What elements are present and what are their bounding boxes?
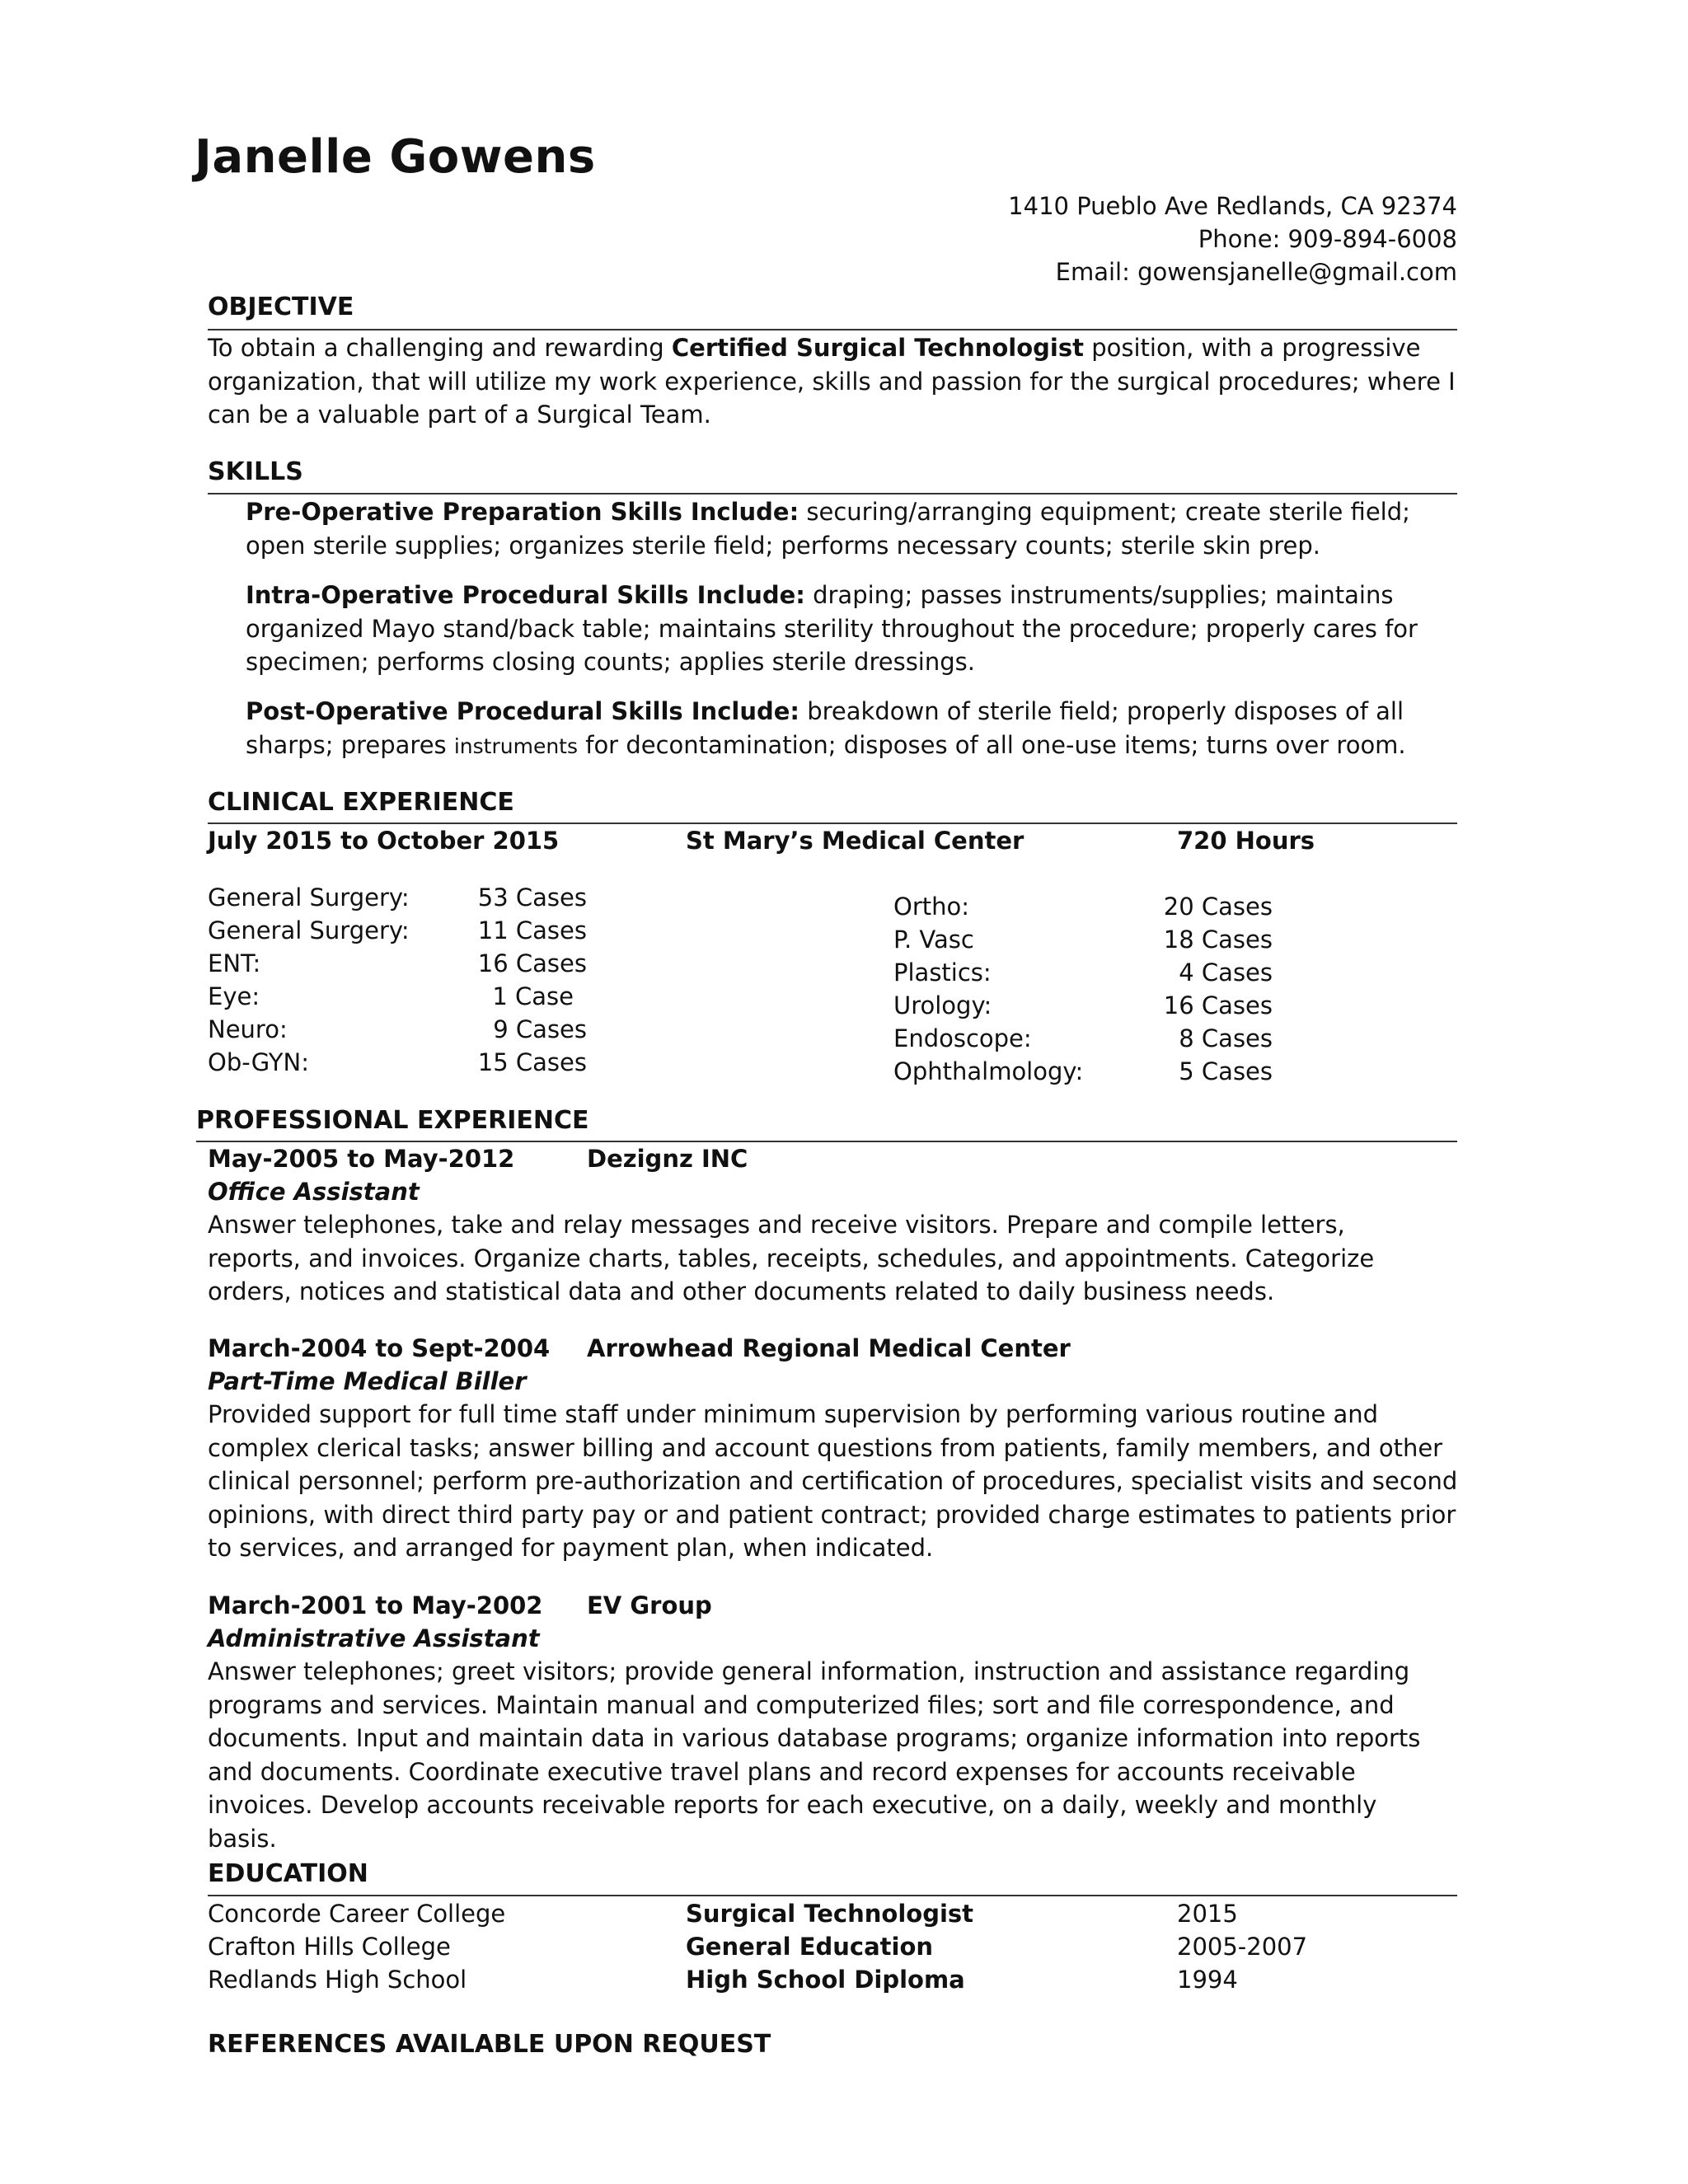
job-dates: May-2005 to May-2012 <box>208 1145 515 1173</box>
education-year: 2005-2007 <box>1177 1933 1308 1961</box>
case-area: Eye: <box>208 982 260 1010</box>
case-area: General Surgery: <box>208 916 410 944</box>
education-year: 1994 <box>1177 1966 1238 1994</box>
job-company: EV Group <box>587 1591 712 1619</box>
case-count: 20 Cases <box>1163 893 1273 921</box>
case-count: 16 Cases <box>477 949 587 977</box>
case-area: Plastics: <box>893 958 992 987</box>
case-count: 11 Cases <box>477 916 587 944</box>
case-area: Ortho: <box>893 893 970 921</box>
objective-text: To obtain a challenging and rewarding Certified Surgical Technologist position, with a progressive organization, that will utilize my work experience, skills and passion for the surgical procedures; where I can be a valuable part of a Surgical Team. <box>208 334 1456 429</box>
clinical-heading: CLINICAL EXPERIENCE <box>208 788 514 817</box>
case-area: Endoscope: <box>893 1024 1032 1052</box>
objective-rule <box>208 329 1457 330</box>
references-line: REFERENCES AVAILABLE UPON REQUEST <box>208 2030 771 2059</box>
clinical-facility: St Mary’s Medical Center <box>686 827 1025 855</box>
case-area: Ob-GYN: <box>208 1048 309 1076</box>
clinical-hours: 720 Hours <box>1177 827 1315 855</box>
job-dates: March-2001 to May-2002 <box>208 1591 543 1619</box>
case-count: 8 Cases <box>1179 1024 1273 1052</box>
case-area: ENT: <box>208 949 261 977</box>
skill-pre-operative: Pre-Operative Preparation Skills Include: securing/arranging equipment; create sterile field; open sterile supplies; organizes sterile field; performs necessary counts; sterile skin prep. <box>246 498 1410 560</box>
job-company: Dezignz INC <box>587 1145 748 1173</box>
job-title: Office Assistant <box>208 1178 420 1206</box>
objective-heading: OBJECTIVE <box>208 293 354 321</box>
case-count: 4 Cases <box>1179 958 1273 987</box>
education-heading: EDUCATION <box>208 1859 368 1888</box>
clinical-dates: July 2015 to October 2015 <box>208 827 560 855</box>
job-company: Arrowhead Regional Medical Center <box>587 1334 1071 1362</box>
case-count: 9 Cases <box>493 1015 587 1043</box>
case-area: Ophthalmology: <box>893 1057 1084 1085</box>
skill-intra-operative: Intra-Operative Procedural Skills Include: draping; passes instruments/supplies; maintains organized Mayo stand/back table; maintains sterility throughout the procedure; properly cares for specimen; performs closing counts; applies sterile dressings. <box>246 581 1418 676</box>
education-program: Surgical Technologist <box>686 1900 974 1928</box>
education-program: General Education <box>686 1933 934 1961</box>
education-year: 2015 <box>1177 1900 1238 1928</box>
case-area: Urology: <box>893 991 992 1019</box>
job-title: Part-Time Medical Biller <box>208 1367 527 1395</box>
job-dates: March-2004 to Sept-2004 <box>208 1334 551 1362</box>
contact-phone: Phone: 909-894-6008 <box>1198 225 1457 253</box>
contact-email[interactable]: Email: gowensjanelle@gmail.com <box>1055 258 1457 286</box>
case-count: 1 Case <box>492 982 574 1010</box>
case-count: 53 Cases <box>477 883 587 912</box>
job-description: Provided support for full time staff under minimum supervision by performing various routine and complex clerical tasks; answer billing and account questions from patients, family members, and other clinical personnel; perform pre-authorization and certification of procedures, specialist visits and second opinions, with direct third party pay or and patient contract; provided charge estimates to patients prior to services, and arranged for payment plan, when indicated. <box>208 1400 1458 1562</box>
education-school: Concorde Career College <box>208 1900 506 1928</box>
job-description: Answer telephones, take and relay messages and receive visitors. Prepare and compile letters, reports, and invoices. Organize charts, tables, receipts, schedules, and appointments. Categorize orders, notices and statistical data and other documents related to daily business needs. <box>208 1211 1375 1305</box>
education-rule <box>208 1895 1457 1896</box>
education-program: High School Diploma <box>686 1966 965 1994</box>
skills-rule <box>208 493 1457 494</box>
case-count: 15 Cases <box>477 1048 587 1076</box>
job-description: Answer telephones; greet visitors; provide general information, instruction and assistance regarding programs and services. Maintain manual and computerized files; sort and file correspondence, and documents. Input and maintain data in various database programs; organize information into reports and documents. Coordinate executive travel plans and record expenses for accounts receivable invoices. Develop accounts receivable reports for each executive, on a daily, weekly and monthly basis. <box>208 1657 1421 1853</box>
professional-heading: PROFESSIONAL EXPERIENCE <box>196 1106 589 1135</box>
skills-heading: SKILLS <box>208 457 303 486</box>
contact-address: 1410 Pueblo Ave Redlands, CA 92374 <box>1008 192 1457 220</box>
candidate-name: Janelle Gowens <box>195 130 596 184</box>
skill-post-operative: Post-Operative Procedural Skills Include: breakdown of sterile field; properly disposes of all sharps; prepares instruments for decontamination; disposes of all one-use items; turns over room. <box>246 697 1406 759</box>
case-count: 5 Cases <box>1179 1057 1273 1085</box>
case-count: 16 Cases <box>1163 991 1273 1019</box>
case-area: General Surgery: <box>208 883 410 912</box>
education-school: Crafton Hills College <box>208 1933 451 1961</box>
case-count: 18 Cases <box>1163 926 1273 954</box>
case-area: Neuro: <box>208 1015 288 1043</box>
education-school: Redlands High School <box>208 1966 467 1994</box>
case-area: P. Vasc <box>893 926 974 954</box>
job-title: Administrative Assistant <box>208 1624 540 1652</box>
